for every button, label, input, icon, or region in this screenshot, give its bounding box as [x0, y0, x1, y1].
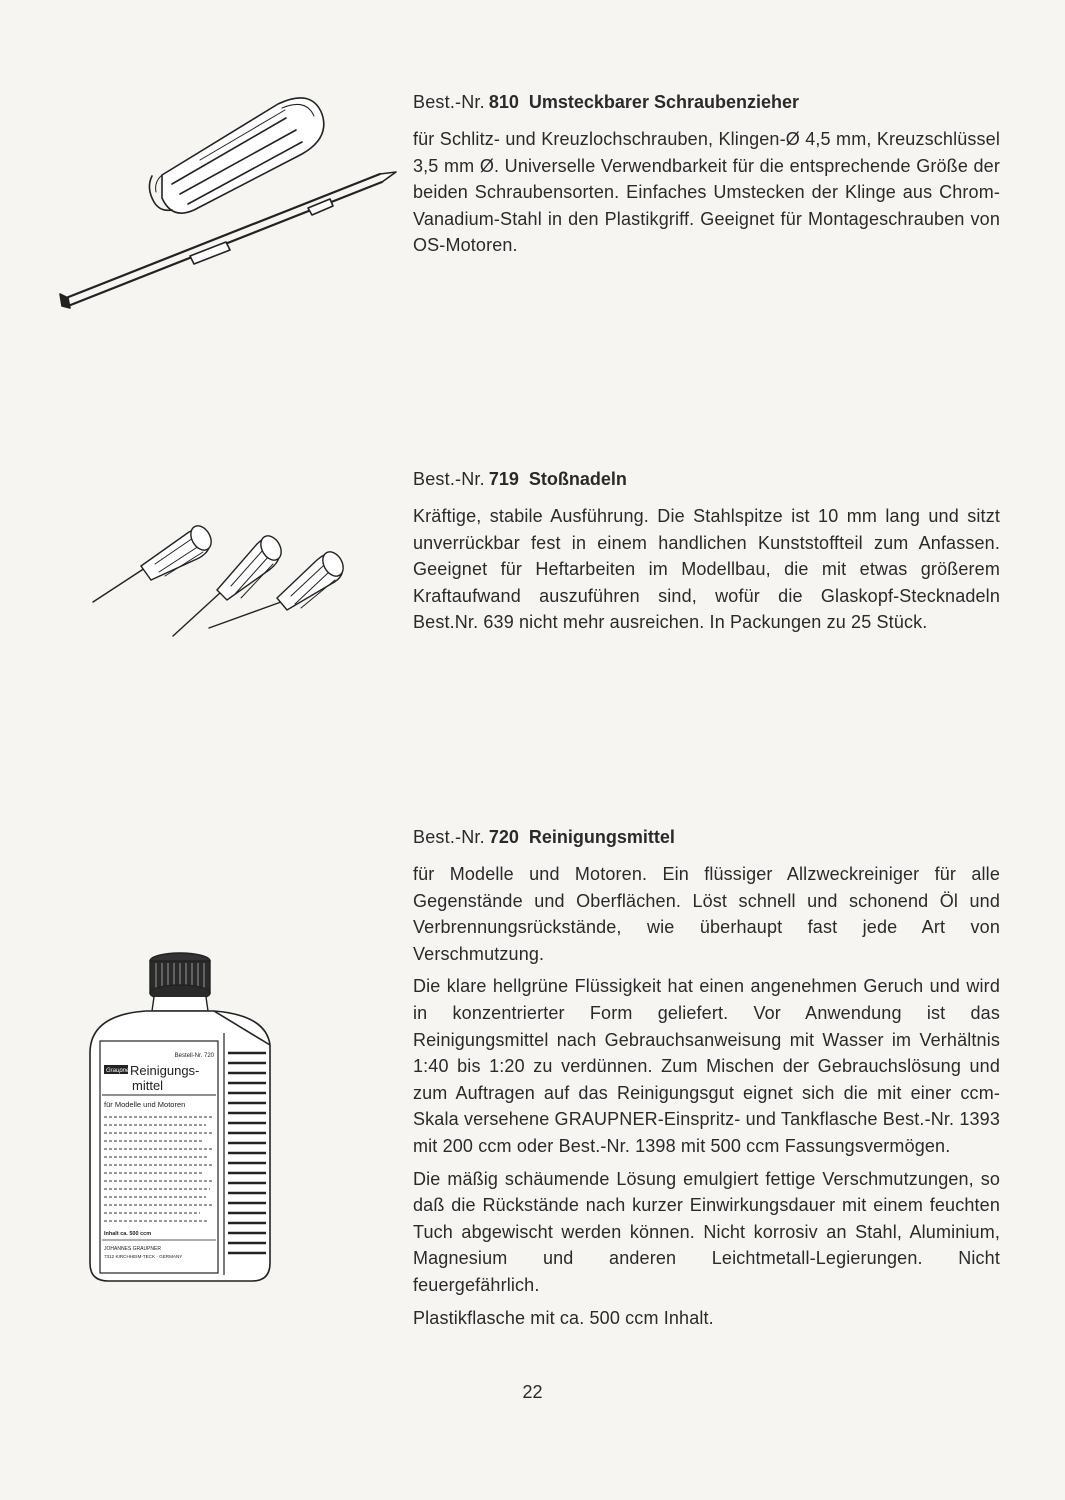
bottle-name-line1: Reinigungs-	[130, 1063, 200, 1078]
bottle-name-line2: mittel	[132, 1078, 164, 1093]
order-prefix: Best.-Nr.	[413, 469, 485, 489]
entry-paragraph: für Modelle und Motoren. Ein flüssiger Allzweckreiniger für alle Gegenstände und Oberflächen. Löst schnell und schonend Öl und Verbrennungsrückstände, wie überhaupt fast jede Art von Verschmutzung.	[413, 864, 1000, 964]
product-title: Reinigungsmittel	[528, 827, 675, 847]
bottle-order-number: Bestell-Nr. 720	[174, 1053, 214, 1059]
push-pins-illustration	[85, 510, 365, 650]
product-title: Umsteckbarer Schraubenzieher	[528, 92, 799, 112]
page-number: 22	[522, 1382, 543, 1402]
entry-719	[413, 467, 1000, 642]
screwdriver-illustration	[50, 80, 410, 320]
order-number: 720	[488, 827, 519, 847]
order-prefix: Best.-Nr.	[413, 92, 485, 112]
bottle-brand: Graupner	[106, 1068, 132, 1074]
entry-paragraph: Die klare hellgrüne Flüssigkeit hat einen angenehmen Geruch und wird in konzentrierter Form geliefert. Vor Anwendung ist das Reinigungsmittel nach Gebrauchsanweisung mit Wasser im Verhältnis 1:40 bis 1:20 zu verdünnen. Zum Mischen der Gebrauchslösung und zum Auftragen auf das Reinigungsgut eignet sich die mit einer ccm-Skala versehene GRAUPNER-Einspritz- und Tankflasche Best.-Nr. 1393 mit 200 ccm oder Best.-Nr. 1398 mit 500 ccm Fassungsvermögen.	[413, 976, 1000, 1156]
entry-paragraph: für Schlitz- und Kreuzlochschrauben, Klingen-Ø 4,5 mm, Kreuzschlüssel 3,5 mm Ø. Universelle Verwendbarkeit für die entsprechende Größe der beiden Schraubensorten. Einfaches Umstecken der Klinge aus Chrom-Vanadium-Stahl in den Plastikgriff. Geeignet für Montageschrauben von OS-Motoren.	[413, 129, 1000, 256]
entry-heading	[413, 90, 1000, 114]
entry-810	[413, 90, 1000, 265]
entry-720	[413, 825, 1000, 1337]
entry-heading	[413, 825, 1000, 849]
bottle-subtitle: für Modelle und Motoren	[104, 1100, 186, 1109]
order-number: 810	[488, 92, 519, 112]
entry-heading	[413, 467, 1000, 491]
order-number: 719	[488, 469, 519, 489]
bottle-content: Inhalt ca. 500 ccm	[104, 1231, 152, 1237]
bottle-maker-line2: 7312 KIRCHHEIM-TECK · GERMANY	[104, 1254, 183, 1259]
cleaner-bottle-illustration	[86, 945, 276, 1290]
product-title: Stoßnadeln	[528, 469, 627, 489]
order-prefix: Best.-Nr.	[413, 827, 485, 847]
bottle-maker-line1: JOHANNES GRAUPNER	[104, 1246, 161, 1252]
entry-paragraph: Plastikflasche mit ca. 500 ccm Inhalt.	[413, 1307, 714, 1328]
entry-paragraph: Die mäßig schäumende Lösung emulgiert fettige Verschmutzungen, so daß die Rückstände nach kurzer Einwirkungsdauer mit einem feuchten Tuch abgewischt werden können. Nicht korrosiv an Stahl, Aluminium, Magnesium und anderen Leichtmetall-Legierungen. Nicht feuergefährlich.	[413, 1168, 1000, 1295]
entry-paragraph: Kräftige, stabile Ausführung. Die Stahlspitze ist 10 mm lang und sitzt unverrückbar fest in einem handlichen Kunststoffteil zum Anfassen. Geeignet für Heftarbeiten im Modellbau, die mit etwas größerem Kraftaufwand auszuführen sind, wofür die Glaskopf-Stecknadeln Best.Nr. 639 nicht mehr ausreichen. In Packungen zu 25 Stück.	[413, 506, 1000, 633]
